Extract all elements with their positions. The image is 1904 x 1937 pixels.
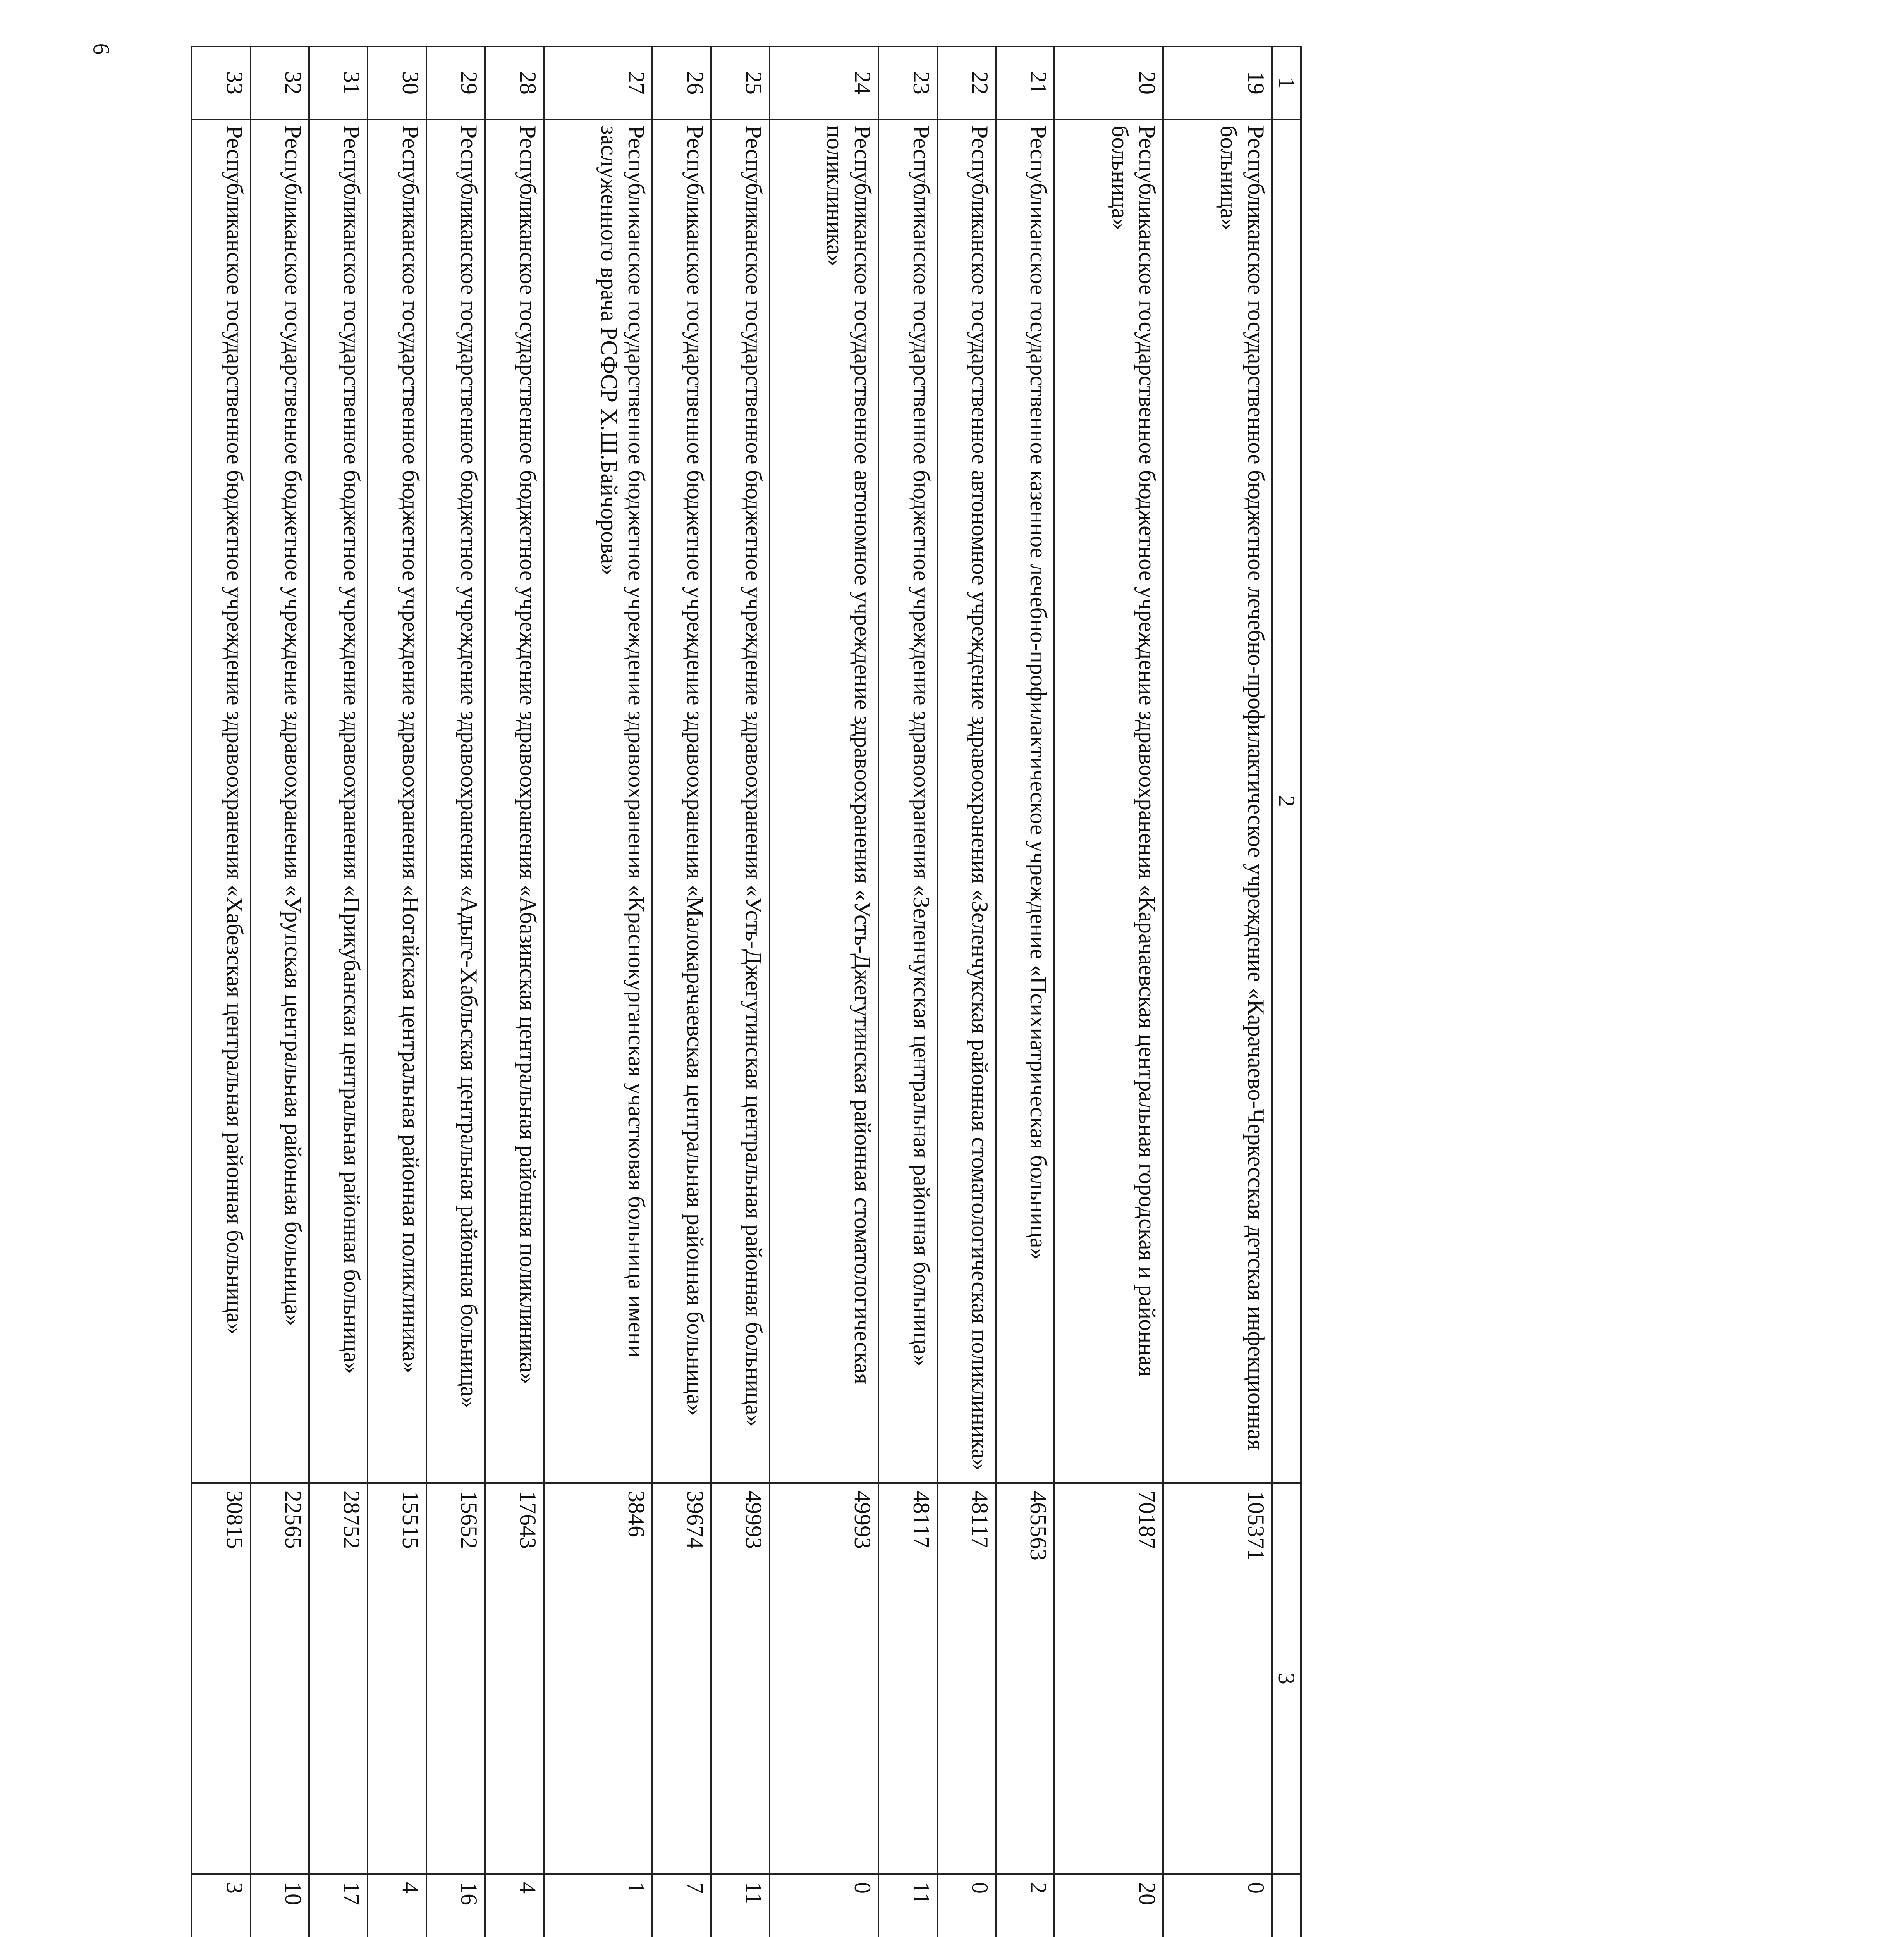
row-number: 20 <box>1054 46 1163 119</box>
table-row <box>309 46 368 1937</box>
column-4-value: 11 <box>878 1874 937 1937</box>
column-4-value: 20 <box>1054 1874 1163 1937</box>
header-row <box>1272 46 1301 1937</box>
institution-name: Республиканское государственное бюджетное учреждение здравоохранения «Краснокурганская участковая больница имени заслуженного врача РСФСР Х.Ш.Байчорова» <box>544 119 653 1483</box>
document-table-container <box>191 46 1302 1937</box>
table-row <box>937 46 996 1937</box>
institution-name: Республиканское государственное автономное учреждение здравоохранения «Зеленчукская районная стоматологическая поликлиника» <box>937 119 996 1483</box>
column-3-value: 48117 <box>937 1483 996 1874</box>
row-number: 24 <box>770 46 878 119</box>
table-row <box>368 46 426 1937</box>
column-header-1: 1 <box>1272 46 1301 119</box>
table-row <box>192 46 251 1937</box>
column-3-value: 39674 <box>653 1483 711 1874</box>
row-number: 29 <box>426 46 485 119</box>
column-4-value: 0 <box>937 1874 996 1937</box>
column-4-value: 2 <box>996 1874 1054 1937</box>
column-header-4 <box>1272 1874 1301 1937</box>
institution-name: Республиканское государственное бюджетное учреждение здравоохранения «Карачаевская центральная городская и районная больница» <box>1054 119 1163 1483</box>
row-number: 23 <box>878 46 937 119</box>
table-row <box>770 46 878 1937</box>
column-3-value: 15652 <box>426 1483 485 1874</box>
column-3-value: 48117 <box>878 1483 937 1874</box>
column-3-value: 105371 <box>1163 1483 1272 1874</box>
institution-name: Республиканское государственное бюджетное учреждение здравоохранения «Ногайская центральная районная поликлиника» <box>368 119 426 1483</box>
column-4-value: 3 <box>192 1874 251 1937</box>
column-3-value: 49993 <box>711 1483 770 1874</box>
row-number: 25 <box>711 46 770 119</box>
row-number: 28 <box>485 46 543 119</box>
column-3-value: 17643 <box>485 1483 543 1874</box>
table-row <box>251 46 309 1937</box>
column-header-2: 2 <box>1272 119 1301 1483</box>
column-4-value: 16 <box>426 1874 485 1937</box>
column-4-value: 0 <box>770 1874 878 1937</box>
institution-name: Республиканское государственное бюджетное учреждение здравоохранения «Зеленчукская центральная районная больница» <box>878 119 937 1483</box>
column-4-value: 11 <box>711 1874 770 1937</box>
column-4-value: 10 <box>251 1874 309 1937</box>
institution-name: Республиканское государственное бюджетное учреждение здравоохранения «Адыге-Хабльская центральная районная больница» <box>426 119 485 1483</box>
column-3-value: 22565 <box>251 1483 309 1874</box>
institution-name: Республиканское государственное бюджетное учреждение здравоохранения «Абазинская центральная районная поликлиника» <box>485 119 543 1483</box>
column-3-value: 30815 <box>192 1483 251 1874</box>
institution-name: Республиканское государственное бюджетное учреждение здравоохранения «Усть-Джегутинская центральная районная больница» <box>711 119 770 1483</box>
institutions-table <box>191 46 1302 1937</box>
column-header-3: 3 <box>1272 1483 1301 1874</box>
row-number: 31 <box>309 46 368 119</box>
table-row <box>1054 46 1163 1937</box>
institution-name: Республиканское государственное бюджетное учреждение здравоохранения «Хабезская центральная районная больница» <box>192 119 251 1483</box>
row-number: 26 <box>653 46 711 119</box>
row-number: 21 <box>996 46 1054 119</box>
column-4-value: 1 <box>544 1874 653 1937</box>
institution-name: Республиканское государственное бюджетное учреждение здравоохранения «Прикубанская центральная районная больница» <box>309 119 368 1483</box>
column-4-value: 0 <box>1163 1874 1272 1937</box>
row-number: 22 <box>937 46 996 119</box>
row-number: 27 <box>544 46 653 119</box>
institution-name: Республиканское государственное казенное лечебно-профилактическое учреждение «Психиатрическая больница» <box>996 119 1054 1483</box>
page-number: 6 <box>88 43 114 55</box>
institution-name: Республиканское государственное бюджетное учреждение здравоохранения «Малокарачаевская центральная районная больница» <box>653 119 711 1483</box>
table-body <box>192 46 1272 1937</box>
column-3-value: 3846 <box>544 1483 653 1874</box>
row-number: 33 <box>192 46 251 119</box>
table-row <box>878 46 937 1937</box>
table-row <box>485 46 543 1937</box>
row-number: 30 <box>368 46 426 119</box>
column-3-value: 15515 <box>368 1483 426 1874</box>
table-row <box>1163 46 1272 1937</box>
table-row <box>996 46 1054 1937</box>
row-number: 19 <box>1163 46 1272 119</box>
row-number: 32 <box>251 46 309 119</box>
institution-name: Республиканское государственное бюджетное лечебно-профилактическое учреждение «Карачаево-Черкесская детская инфекционная больница» <box>1163 119 1272 1483</box>
institution-name: Республиканское государственное бюджетное учреждение здравоохранения «Урупская центральная районная больница» <box>251 119 309 1483</box>
column-3-value: 28752 <box>309 1483 368 1874</box>
column-3-value: 70187 <box>1054 1483 1163 1874</box>
table-row <box>544 46 653 1937</box>
table-row <box>711 46 770 1937</box>
institution-name: Республиканское государственное автономное учреждение здравоохранения «Усть-Джегутинская районная стоматологическая поликлиника» <box>770 119 878 1483</box>
column-4-value: 4 <box>485 1874 543 1937</box>
column-4-value: 17 <box>309 1874 368 1937</box>
table-row <box>653 46 711 1937</box>
column-3-value: 49993 <box>770 1483 878 1874</box>
column-4-value: 7 <box>653 1874 711 1937</box>
column-4-value: 4 <box>368 1874 426 1937</box>
column-3-value: 465563 <box>996 1483 1054 1874</box>
table-row <box>426 46 485 1937</box>
